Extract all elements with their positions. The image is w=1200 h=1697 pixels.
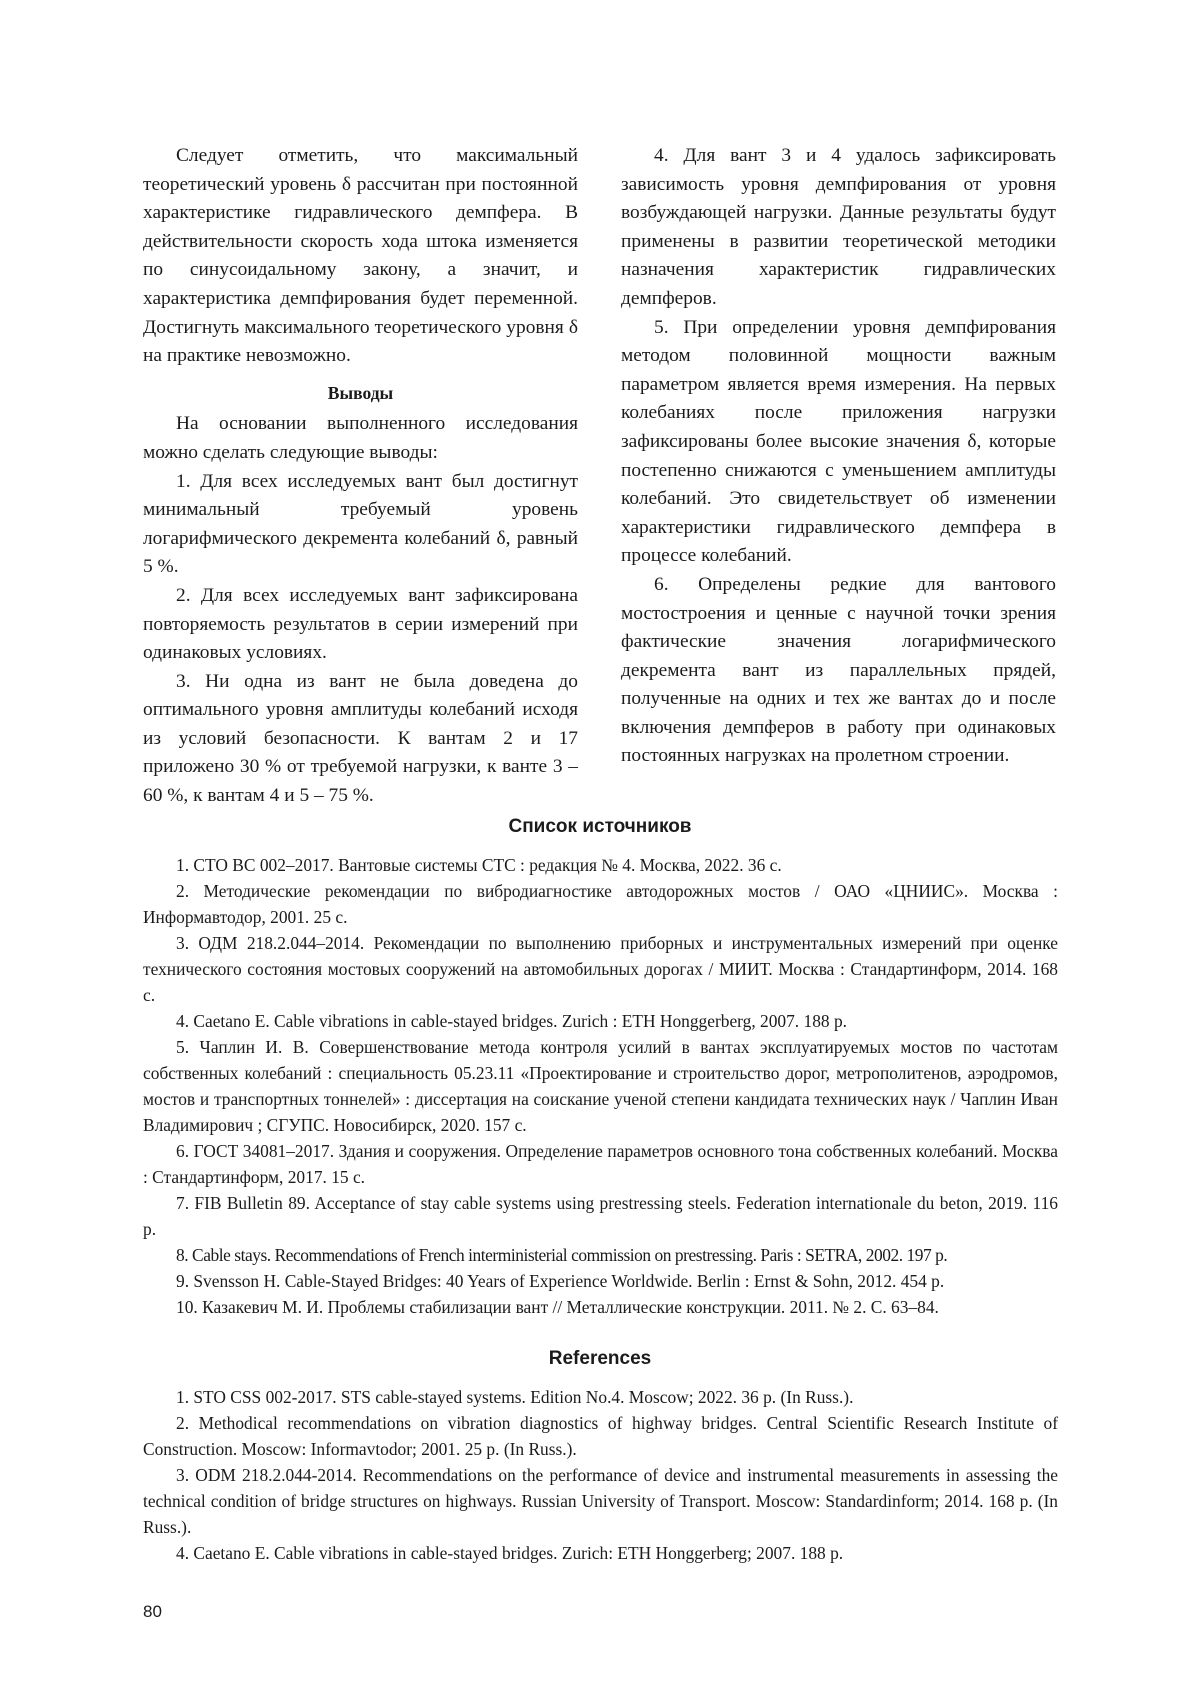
source-item-2: 2. Методические рекомендации по вибродиагностике автодорожных мостов / ОАО «ЦНИИС». Москва : Информавтодор, 2001. 25 с.: [143, 881, 1058, 927]
source-item-4: 4. Caetano E. Cable vibrations in cable-stayed bridges. Zurich : ETH Honggerberg, 2007. 188 p.: [176, 1011, 847, 1031]
conclusion-item-4: 4. Для вант 3 и 4 удалось зафиксировать зависимость уровня демпфирования от уровня возбуждающей нагрузки. Данные результаты будут применены в развитии теоретической методики назначения характеристик гидравлических демпферов.: [621, 145, 1056, 309]
conclusion-item-5: 5. При определении уровня демпфирования методом половинной мощности важным параметром является время измерения. На первых колебаниях после приложения нагрузки зафиксированы более высокие значения δ, которые постепенно снижаются с уменьшением амплитуды колебаний. Это свидетельствует об изменении характеристики гидравлического демпфера в процессе колебаний.: [621, 316, 1056, 567]
reference-item-3: 3. ODM 218.2.044-2014. Recommendations on the performance of device and instrumental measurements in assessing the technical condition of bridge structures on highways. Russian University of Transport. Moscow: Standardinform; 2014. 168 p. (In Russ.).: [143, 1465, 1058, 1537]
right-column: [621, 142, 1056, 771]
source-item-6: 6. ГОСТ 34081–2017. Здания и сооружения. Определение параметров основного тона собственных колебаний. Москва : Стандартинформ, 2017. 15 с.: [143, 1141, 1058, 1187]
sources-title: Список источников: [508, 816, 692, 837]
paragraph-damping-note: Следует отметить, что максимальный теоретический уровень δ рассчитан при постоянной характеристике гидравлического демпфера. В действительности скорость хода штока изменяется по синусоидальному закону, а значит, и характеристика демпфирования будет переменной. Достигнуть максимального теоретического уровня δ на практике невозможно.: [143, 145, 578, 367]
source-item-1: 1. СТО ВС 002–2017. Вантовые системы СТС : редакция № 4. Москва, 2022. 36 с.: [176, 855, 782, 875]
conclusion-item-3: 3. Ни одна из вант не была доведена до оптимального уровня амплитуды колебаний исходя из условий безопасности. К вантам 2 и 17 приложено 30 % от требуемой нагрузки, к ванте 3 – 60 %, к вантам 4 и 5 – 75 %.: [143, 670, 578, 807]
reference-item-2: 2. Methodical recommendations on vibration diagnostics of highway bridges. Central Scientific Research Institute of Construction. Moscow: Informavtodor; 2001. 25 p. (In Russ.).: [143, 1413, 1058, 1459]
source-item-10: 10. Казакевич М. И. Проблемы стабилизации вант // Металлические конструкции. 2011. № 2. С. 63–84.: [176, 1297, 939, 1317]
page-number: 80: [143, 1602, 162, 1621]
left-column: [143, 142, 578, 811]
source-item-9: 9. Svensson H. Cable-Stayed Bridges: 40 Years of Experience Worldwide. Berlin : Ernst & Sohn, 2012. 454 p.: [176, 1271, 945, 1291]
source-item-7: 7. FIB Bulletin 89. Acceptance of stay cable systems using prestressing steels. Federation internationale du beton, 2019. 116 p.: [143, 1193, 1058, 1239]
conclusions-heading: Выводы: [327, 382, 394, 403]
conclusion-item-6: 6. Определены редкие для вантового мостостроения и ценные с научной точки зрения фактические значения логарифмического декремента вант из параллельных прядей, полученные на одних и тех же вантах до и после включения демпферов в работу при одинаковых постоянных нагрузках на пролетном строении.: [621, 573, 1056, 767]
reference-item-4: 4. Caetano E. Cable vibrations in cable-stayed bridges. Zurich: ETH Honggerberg; 2007. 188 p.: [176, 1543, 844, 1563]
conclusion-item-1: 1. Для всех исследуемых вант был достигнут минимальный требуемый уровень логарифмического декремента колебаний δ, равный 5 %.: [143, 470, 578, 578]
references-list: [143, 1384, 1058, 1566]
conclusions-intro: На основании выполненного исследования можно сделать следующие выводы:: [143, 413, 578, 463]
source-item-3: 3. ОДМ 218.2.044–2014. Рекомендации по выполнению приборных и инструментальных измерений при оценке технического состояния мостовых сооружений на автомобильных дорогах / МИИТ. Москва : Стандартинформ, 2014. 168 с.: [143, 933, 1058, 1005]
source-item-5: 5. Чаплин И. В. Совершенствование метода контроля усилий в вантах эксплуатируемых мостов по частотам собственных колебаний : специальность 05.23.11 «Проектирование и строительство дорог, метрополитенов, аэродромов, мостов и транспортных тоннелей» : диссертация на соискание ученой степени кандидата технических наук / Чаплин Иван Владимирович ; СГУПС. Новосибирск, 2020. 157 с.: [143, 1037, 1058, 1135]
reference-item-1: 1. STO CSS 002-2017. STS cable-stayed systems. Edition No.4. Moscow; 2022. 36 p. (In Russ.).: [176, 1387, 854, 1407]
sources-list: [143, 852, 1058, 1320]
conclusion-item-2: 2. Для всех исследуемых вант зафиксирована повторяемость результатов в серии измерений при одинаковых условиях.: [143, 584, 578, 664]
source-item-8: 8. Cable stays. Recommendations of French interministerial commission on prestressing. Paris : SETRA, 2002. 197 p.: [176, 1245, 948, 1265]
references-title: References: [548, 1348, 652, 1369]
